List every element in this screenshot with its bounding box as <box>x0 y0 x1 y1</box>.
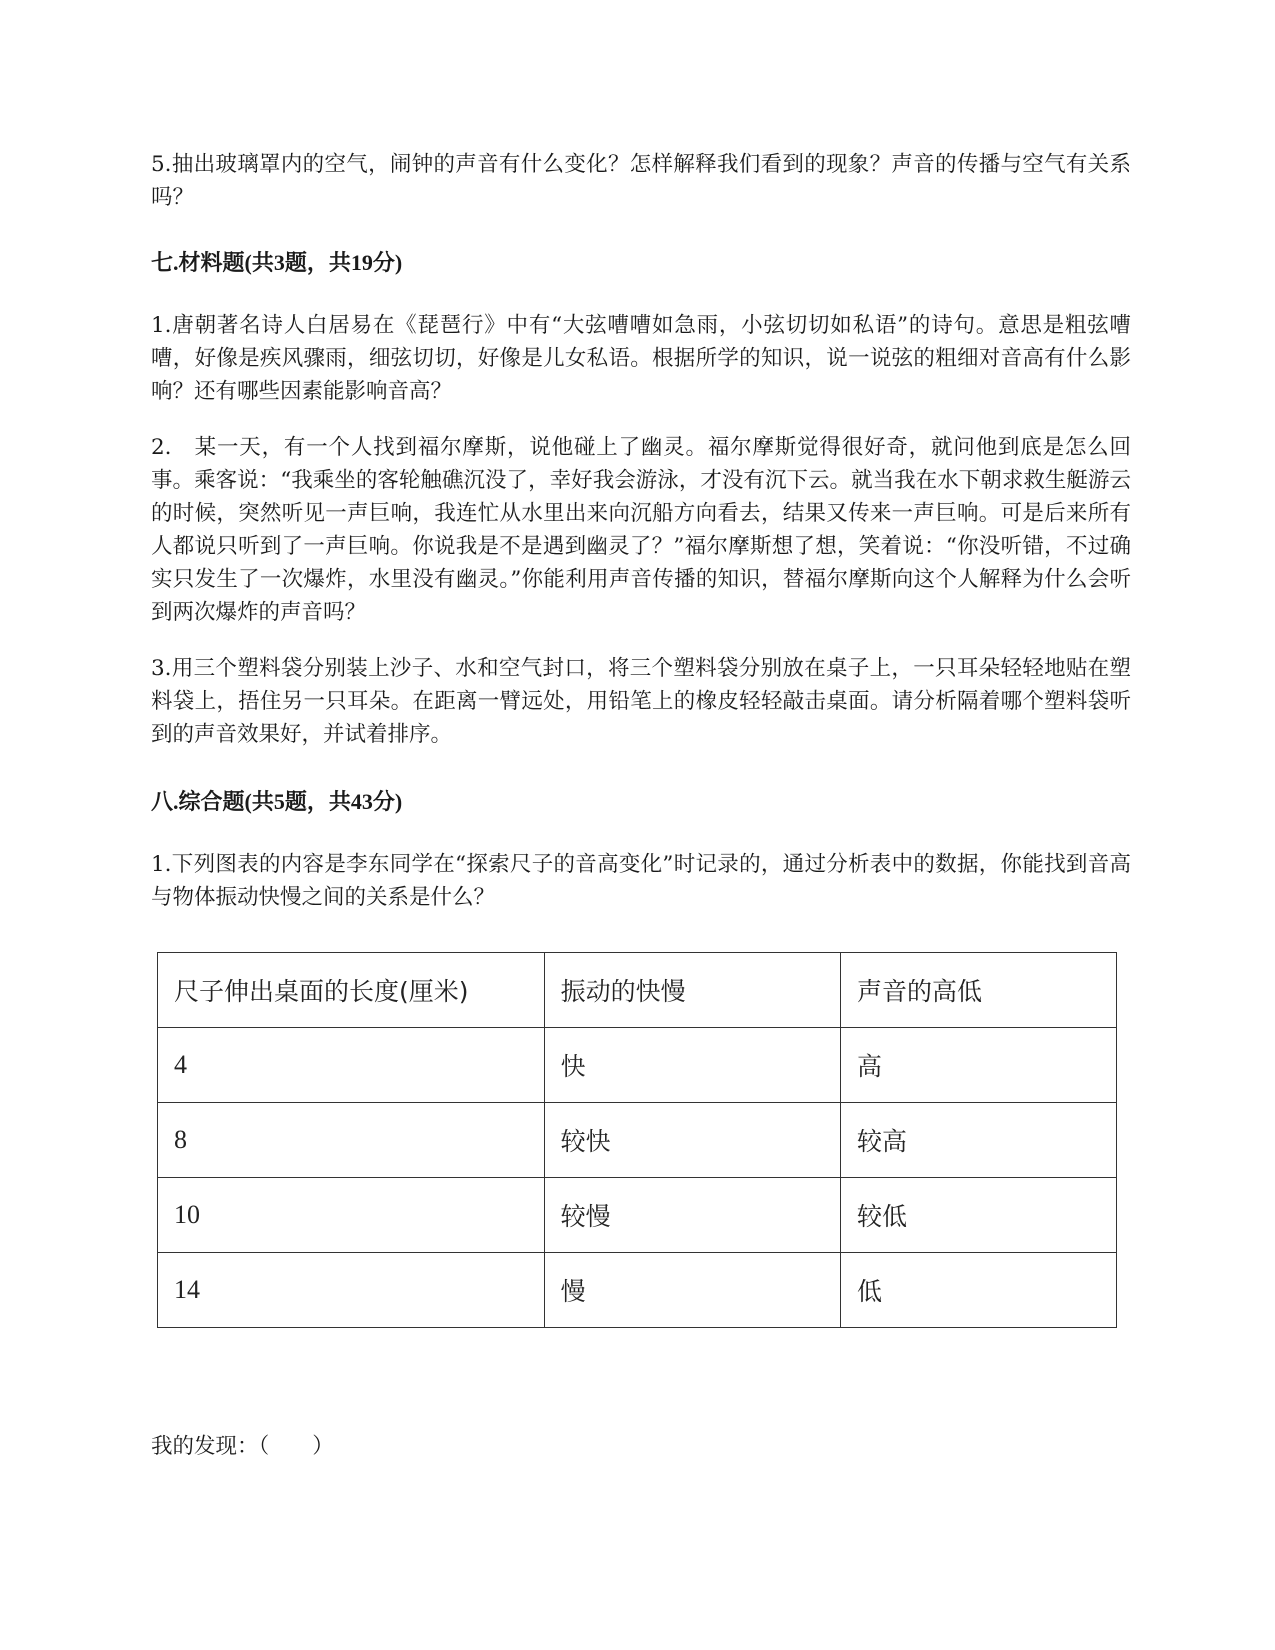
table-cell-speed: 慢 <box>544 1253 840 1328</box>
document-body <box>151 148 1131 1328</box>
table-cell-speed: 快 <box>544 1028 840 1103</box>
table-cell-length: 10 <box>158 1178 545 1253</box>
table-row <box>158 1028 1117 1103</box>
table-header-cell: 声音的高低 <box>840 953 1116 1028</box>
table-cell-length: 8 <box>158 1103 545 1178</box>
table-row <box>158 1178 1117 1253</box>
table-cell-speed: 较慢 <box>544 1178 840 1253</box>
table-row <box>158 1103 1117 1178</box>
question-5: 5.抽出玻璃罩内的空气，闹钟的声音有什么变化？怎样解释我们看到的现象？声音的传播与空气有关系吗？ <box>151 152 1131 210</box>
section-7-title: 七.材料题(共3题，共19分) <box>151 250 403 275</box>
table-cell-pitch: 较低 <box>840 1178 1116 1253</box>
table-cell-speed: 较快 <box>544 1103 840 1178</box>
comprehensive-question-1: 1.下列图表的内容是李东同学在“探索尺子的音高变化”时记录的，通过分析表中的数据，你能找到音高与物体振动快慢之间的关系是什么？ <box>151 852 1131 910</box>
table-header-cell: 尺子伸出桌面的长度(厘米) <box>158 953 545 1028</box>
ruler-pitch-table <box>157 952 1117 1328</box>
table-row <box>158 1253 1117 1328</box>
my-finding-line: 我的发现：（ ） <box>151 1434 334 1459</box>
table-cell-pitch: 高 <box>840 1028 1116 1103</box>
material-question-3: 3.用三个塑料袋分别装上沙子、水和空气封口，将三个塑料袋分别放在桌子上，一只耳朵轻轻地贴在塑料袋上，捂住另一只耳朵。在距离一臂远处，用铅笔上的橡皮轻轻敲击桌面。请分析隔着哪个塑料袋听到的声音效果好，并试着排序。 <box>151 656 1131 747</box>
section-8-title: 八.综合题(共5题，共43分) <box>151 789 403 814</box>
table-cell-length: 4 <box>158 1028 545 1103</box>
table-cell-length: 14 <box>158 1253 545 1328</box>
table-header-cell: 振动的快慢 <box>544 953 840 1028</box>
table-cell-pitch: 低 <box>840 1253 1116 1328</box>
material-question-1: 1.唐朝著名诗人白居易在《琵琶行》中有“大弦嘈嘈如急雨，小弦切切如私语”的诗句。意思是粗弦嘈嘈，好像是疾风骤雨，细弦切切，好像是儿女私语。根据所学的知识，说一说弦的粗细对音高有什么影响？还有哪些因素能影响音高？ <box>151 313 1131 404</box>
material-question-2: 2. 某一天，有一个人找到福尔摩斯，说他碰上了幽灵。福尔摩斯觉得很好奇，就问他到底是怎么回事。乘客说：“我乘坐的客轮触礁沉没了，幸好我会游泳，才没有沉下云。就当我在水下朝求救生艇游云的时候，突然听见一声巨响，我连忙从水里出来向沉船方向看去，结果又传来一声巨响。可是后来所有人都说只听到了一声巨响。你说我是不是遇到幽灵了？”福尔摩斯想了想，笑着说：“你没听错，不过确实只发生了一次爆炸，水里没有幽灵。”你能利用声音传播的知识，替福尔摩斯向这个人解释为什么会听到两次爆炸的声音吗？ <box>151 435 1131 625</box>
table-cell-pitch: 较高 <box>840 1103 1116 1178</box>
table-header-row <box>158 953 1117 1028</box>
